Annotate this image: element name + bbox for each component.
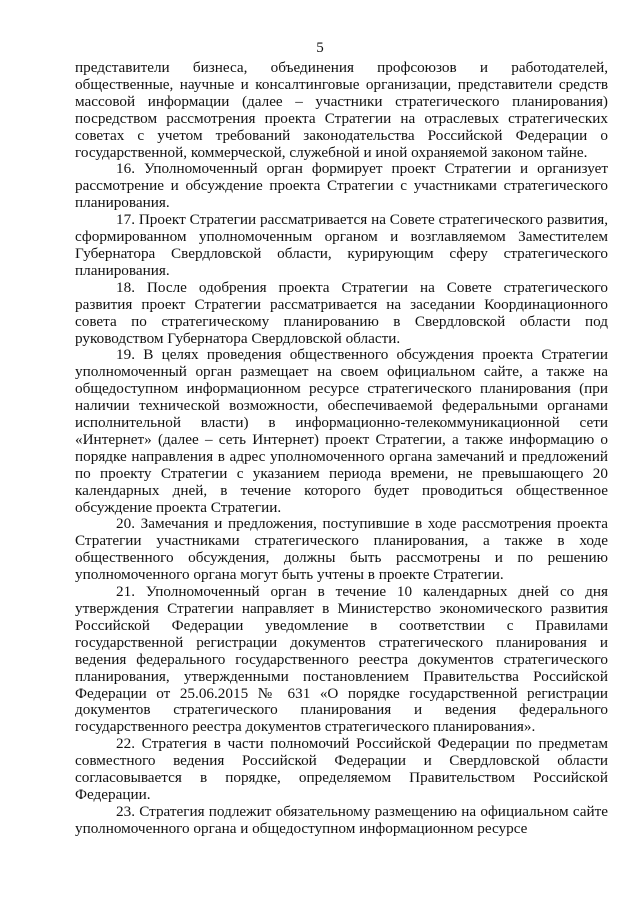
paragraph-22: 22. Стратегия в части полномочий Российской Федерации по предметам совместного ведения Российской Федерации и Свердловской области согласовывается в порядке, определяемом Правительством Российской Федерации.	[75, 735, 608, 803]
paragraph-17: 17. Проект Стратегии рассматривается на Совете стратегического развития, сформированном уполномоченным органом и возглавляемом Заместителем Губернатора Свердловской области, курирующим сферу стратегического планирования.	[75, 211, 608, 279]
paragraph-20: 20. Замечания и предложения, поступившие в ходе рассмотрения проекта Стратегии участниками стратегического планирования, а также в ходе общественного обсуждения, должны быть рассмотрены и по решению уполномоченного органа могут быть учтены в проекте Стратегии.	[75, 515, 608, 584]
document-body	[75, 60, 608, 838]
paragraph-23: 23. Стратегия подлежит обязательному размещению на официальном сайте уполномоченного органа и общедоступном информационном ресурсе	[75, 802, 608, 837]
paragraph-continuation: представители бизнеса, объединения профсоюзов и работодателей, общественные, научные и консалтинговые организации, представители средств массовой информации (далее – участники стратегического планирования) посредством рассмотрения проекта Стратегии на отраслевых стратегических советах с учетом требований законодательства Российской Федерации о государственной, коммерческой, служебной и иной охраняемой законом тайне.	[75, 59, 608, 161]
paragraph-19: 19. В целях проведения общественного обсуждения проекта Стратегии уполномоченный орган размещает на своем официальном сайте, а также на общедоступном информационном ресурсе стратегического планирования (при наличии технической возможности, обеспечиваемой федеральными органами исполнительной власти) в информационно-телекоммуникационной сети «Интернет» (далее – сеть Интернет) проект Стратегии, а также информацию о порядке направления в адрес уполномоченного органа замечаний и предложений по проекту Стратегии с указанием периода времени, не превышающего 20 календарных дней, в течение которого будет проводиться общественное обсуждение проекта Стратегии.	[75, 346, 608, 516]
paragraph-18: 18. После одобрения проекта Стратегии на Совете стратегического развития проект Стратегии рассматривается на заседании Координационного совета по стратегическому планированию в Свердловской области под руководством Губернатора Свердловской области.	[75, 278, 608, 347]
paragraph-21: 21. Уполномоченный орган в течение 10 календарных дней со дня утверждения Стратегии направляет в Министерство экономического развития Российской Федерации уведомление в соответствии с Правилами государственной регистрации документов стратегического планирования и ведения федерального государственного реестра документов стратегического планирования, утвержденными постановлением Правительства Российской Федерации от 25.06.2015 № 631 «О порядке государственной регистрации документов стратегического планирования и ведения федерального государственного реестра документов стратегического планирования».	[75, 583, 608, 736]
paragraph-16: 16. Уполномоченный орган формирует проект Стратегии и организует рассмотрение и обсуждение проекта Стратегии с участниками стратегического планирования.	[75, 160, 608, 212]
page-number: 5	[316, 40, 324, 56]
